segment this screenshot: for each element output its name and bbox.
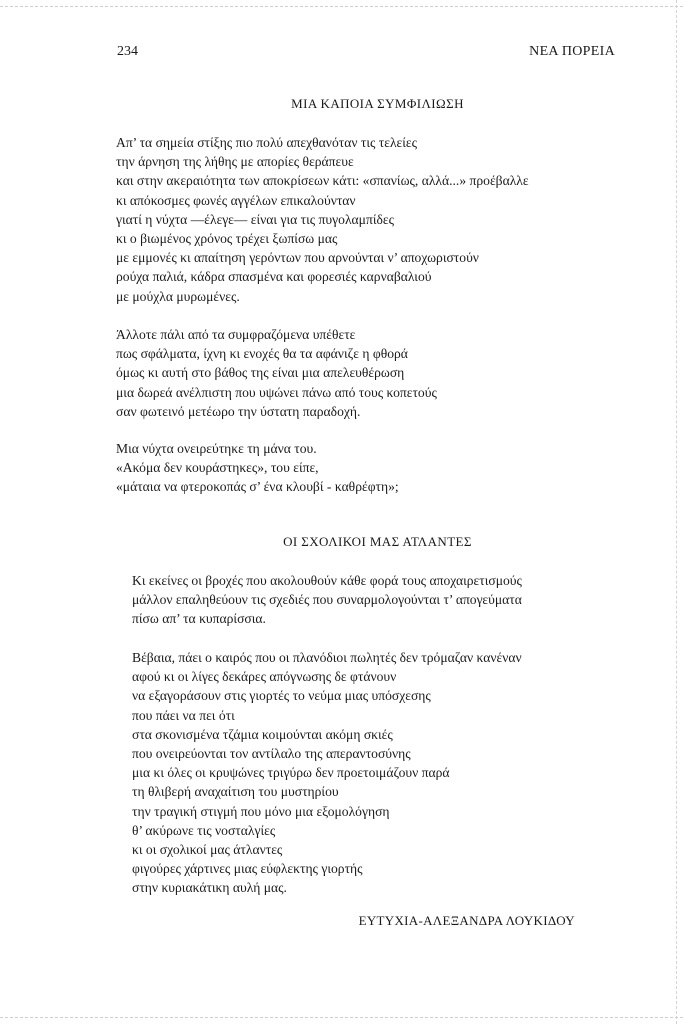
running-title: ΝΕΑ ΠΟΡΕΙΑ [529,44,615,59]
verse-line: ρούχα παλιά, κάδρα σπασμένα και φορεσιές καρναβαλιού [116,269,432,285]
verse-line: σαν φωτεινό μετέωρο την ύστατη παραδοχή. [116,403,361,419]
verse-line: Βέβαια, πάει ο καιρός που οι πλανόδιοι πωλητές δεν τρόμαζαν κανέναν [132,650,522,665]
poem1-stanza-1 [116,133,529,306]
verse-line: κι ο βιωμένος χρόνος τρέχει ξωπίσω μας [116,231,338,247]
verse-line: Απ’ τα σημεία στίξης πιο πολύ απεχθανόταν τις τελείες [116,135,417,150]
poem2-stanza-1 [132,571,522,629]
verse-line: στην κυριακάτικη αυλή μας. [132,880,287,896]
verse-line: που ονειρεύονται τον αντίλαλο της απεραντοσύνης [132,746,411,762]
verse-line: να εξαγοράσουν στις γιορτές το νεύμα μιας υπόσχεσης [132,688,431,704]
verse-line: τη θλιβερή αναχαίτιση του μυστηρίου [132,784,339,800]
page-number: 234 [117,44,138,59]
verse-line: «Ακόμα δεν κουράστηκες», του είπε, [116,460,319,476]
verse-line: φιγούρες χάρτινες μιας εύφλεκτης γιορτής [132,861,363,877]
verse-line: Κι εκείνες οι βροχές που ακολουθούν κάθε φορά τους αποχαιρετισμούς [132,573,522,588]
poem1-stanza-3 [116,439,399,497]
verse-line: γιατί η νύχτα —έλεγε— είναι για τις πυγολαμπίδες [116,211,394,227]
verse-line: Μια νύχτα ονειρεύτηκε τη μάνα του. [116,441,317,456]
verse-line: την τραγική στιγμή που μόνο μια εξομολόγηση [132,803,390,819]
scan-edge-top [0,6,683,7]
verse-line: όμως κι αυτή στο βάθος της είναι μια απελευθέρωση [116,365,405,381]
scan-edge-right [676,0,677,1024]
verse-line: στα σκονισμένα τζάμια κοιμούνται ακόμη σκιές [132,726,393,742]
poem1-stanza-2 [116,325,437,421]
verse-line: μια κι όλες οι κρυψώνες τριγύρω δεν προετοιμάζουν παρά [132,765,450,781]
verse-line: με εμμονές κι απαίτηση γερόντων που αρνούνται ν’ αποχωριστούν [116,250,479,266]
verse-line: μάλλον επαληθεύουν τις σχεδιές που συναρμολογούνται τ’ απογεύματα [132,592,522,608]
poem-title-2: ΟΙ ΣΧΟΛΙΚΟΙ ΜΑΣ ΑΤΛΑΝΤΕΣ [283,534,472,549]
scan-edge-bottom [0,1017,683,1018]
verse-line: πως σφάλματα, ίχνη κι ενοχές θα τα αφάνιζε η φθορά [116,346,408,362]
poem-title-1: ΜΙΑ ΚΑΠΟΙΑ ΣΥΜΦΙΛΙΩΣΗ [291,96,464,111]
verse-line: και στην ακεραιότητα των αποκρίσεων κάτι: «σπανίως, αλλά...» προέβαλλε [116,173,529,189]
verse-line: θ’ ακύρωνε τις νοσταλγίες [132,822,276,838]
verse-line: Άλλοτε πάλι από τα συμφραζόμενα υπέθετε [116,327,356,342]
verse-line: την άρνηση της λήθης με απορίες θεράπευε [116,154,354,170]
verse-line: μια δωρεά ανέλπιστη που υψώνει πάνω από τους κοπετούς [116,384,437,400]
verse-line: κι απόκοσμες φωνές αγγέλων επικαλούνταν [116,192,356,208]
verse-line: αφού κι οι λίγες δεκάρες απόγνωσης δε φτάνουν [132,669,397,685]
verse-line: με μούχλα μυρωμένες. [116,288,240,304]
verse-line: που πάει να πει ότι [132,707,235,723]
verse-line: πίσω απ’ τα κυπαρίσσια. [132,611,266,627]
verse-line: «μάταια να φτεροκοπάς σ’ ένα κλουβί - καθρέφτη»; [116,479,399,495]
author-signature: ΕΥΤΥΧΙΑ-ΑΛΕΞΑΝΔΡΑ ΛΟΥΚΙΔΟΥ [358,913,575,928]
verse-line: κι οι σχολικοί μας άτλαντες [132,842,283,858]
poem2-stanza-2 [132,648,522,898]
